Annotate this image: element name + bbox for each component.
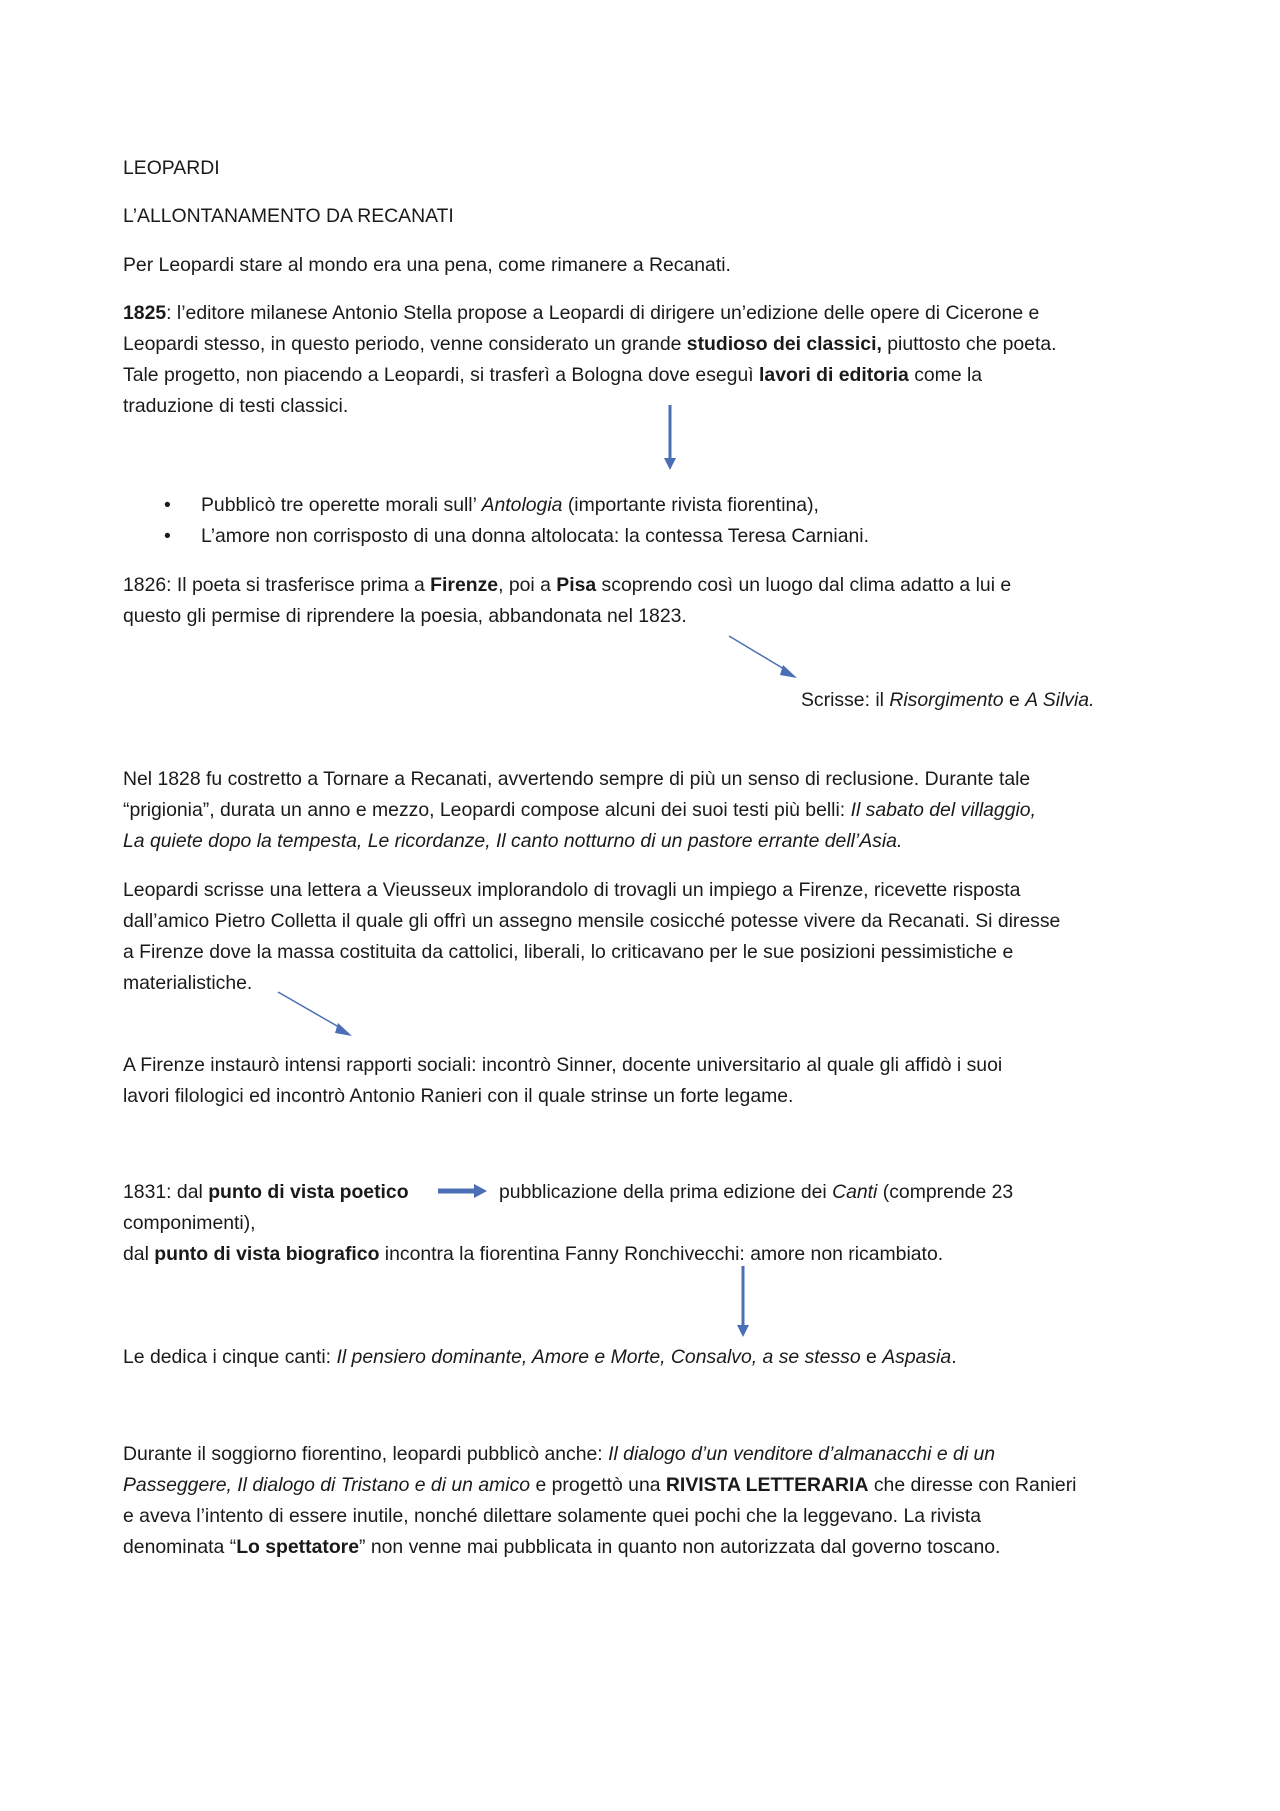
p1828-line-3: La quiete dopo la tempesta, Le ricordanze, Il canto notturno di un pastore errante dell’Asia. — [123, 830, 903, 852]
pfirenze-line-1: A Firenze instaurò intensi rapporti sociali: incontrò Sinner, docente universitario al quale gli affidò i suoi — [123, 1054, 1003, 1076]
diagonal-arrow-icon — [727, 634, 799, 680]
p1826-line-2: questo gli permise di riprendere la poesia, abbandonata nel 1823. — [123, 605, 687, 627]
pfinal-line-4: denominata “Lo spettatore” non venne mai pubblicata in quanto non autorizzata dal governo toscano. — [123, 1536, 1001, 1558]
bullet-item-2: L’amore non corrisposto di una donna altolocata: la contessa Teresa Carniani. — [201, 525, 869, 547]
pfinal-line-1: Durante il soggiorno fiorentino, leopardi pubblicò anche: Il dialogo d’un venditore d’almanacchi e di un — [123, 1443, 996, 1465]
right-arrow-icon — [438, 1183, 488, 1199]
pfirenze-line-2: lavori filologici ed incontrò Antonio Ranieri con il quale strinse un forte legame. — [123, 1085, 794, 1107]
p1826-line-1: 1826: Il poeta si trasferisce prima a Firenze, poi a Pisa scoprendo così un luogo dal clima adatto a lui e — [123, 574, 1012, 596]
p1831-line-1a: 1831: dal punto di vista poetico — [123, 1181, 409, 1203]
bullet-item-1: Pubblicò tre operette morali sull’ Antologia (importante rivista fiorentina), — [201, 494, 819, 516]
intro-paragraph: Per Leopardi stare al mondo era una pena, come rimanere a Recanati. — [123, 254, 731, 276]
p1831-line-3: dal punto di vista biografico incontra la fiorentina Fanny Ronchivecchi: amore non ricambiato. — [123, 1243, 944, 1265]
pdedica-line: Le dedica i cinque canti: Il pensiero dominante, Amore e Morte, Consalvo, a se stesso e Aspasia. — [123, 1346, 957, 1368]
p1825-line-3: Tale progetto, non piacendo a Leopardi, si trasferì a Bologna dove eseguì lavori di editoria come la — [123, 364, 983, 386]
pletter-line-2: dall’amico Pietro Colletta il quale gli offrì un assegno mensile cosicché potesse vivere da Recanati. Si diresse — [123, 910, 1061, 932]
pletter-line-3: a Firenze dove la massa costituita da cattolici, liberali, lo criticavano per le sue posizioni pessimistiche e — [123, 941, 1014, 963]
bullet-dot-icon: • — [164, 525, 171, 547]
p1831-line-1b: pubblicazione della prima edizione dei Canti (comprende 23 — [499, 1181, 1014, 1203]
p1825-line-1: 1825: l’editore milanese Antonio Stella propose a Leopardi di dirigere un’edizione delle opere di Cicerone e — [123, 302, 1040, 324]
p1825-line-2: Leopardi stesso, in questo periodo, venne considerato un grande studioso dei classici, piuttosto che poeta. — [123, 333, 1057, 355]
down-arrow-icon — [661, 405, 679, 471]
p1828-line-2: “prigionia”, durata un anno e mezzo, Leopardi compose alcuni dei suoi testi più belli: Il sabato del villaggio, — [123, 799, 1036, 821]
pletter-line-4: materialistiche. — [123, 972, 253, 994]
pfinal-line-3: e aveva l’intento di essere inutile, nonché dilettare solamente quei pochi che la leggevano. La rivista — [123, 1505, 982, 1527]
p1826-works-line: Scrisse: il Risorgimento e A Silvia. — [801, 689, 1095, 711]
p1831-line-2: componimenti), — [123, 1212, 256, 1234]
bullet-dot-icon: • — [164, 494, 171, 516]
p1825-line-4: traduzione di testi classici. — [123, 395, 349, 417]
pletter-line-1: Leopardi scrisse una lettera a Vieusseux implorandolo di trovagli un impiego a Firenze, ricevette risposta — [123, 879, 1021, 901]
pfinal-line-2: Passeggere, Il dialogo di Tristano e di un amico e progettò una RIVISTA LETTERARIA che diresse con Ranieri — [123, 1474, 1077, 1496]
p1828-line-1: Nel 1828 fu costretto a Tornare a Recanati, avvertendo sempre di più un senso di reclusione. Durante tale — [123, 768, 1031, 790]
diagonal-arrow-icon — [276, 990, 354, 1038]
doc-title: LEOPARDI — [123, 157, 220, 179]
doc-subtitle: L’ALLONTANAMENTO DA RECANATI — [123, 205, 454, 227]
down-arrow-icon — [734, 1266, 752, 1338]
